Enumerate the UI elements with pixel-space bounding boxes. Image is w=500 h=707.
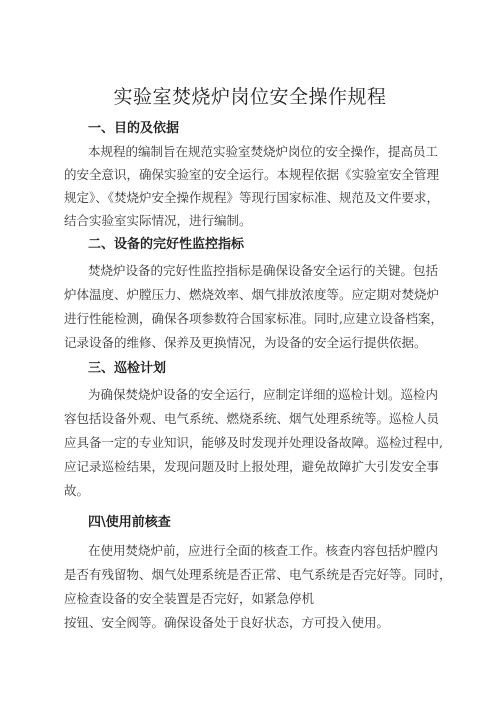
paragraph-line: 结合实验室实际情况，进行编制。 — [64, 213, 252, 228]
paragraph-line: 故。 — [64, 483, 90, 498]
paragraph-line: 应检查设备的安全装置是否完好，如紧急停机 — [64, 591, 315, 606]
paragraph-line: 是否有残留物、烟气处理系统是否正常、电气系统是否完好等。同时， — [64, 567, 452, 582]
section-heading: 二、设备的完好性监控指标 — [88, 237, 245, 252]
paragraph-line: 为确保焚烧炉设备的安全运行，应制定详细的巡检计划。巡检内 — [88, 387, 439, 402]
paragraph-line: 炉体温度、炉膛压力、燃烧效率、烟气排放浓度等。应定期对焚烧炉 — [64, 287, 440, 302]
paragraph-line: 的安全意识，确保实验室的安全运行。本规程依据《实验室安全管理 — [64, 167, 440, 182]
paragraph-line: 按钮、安全阀等。确保设备处于良好状态，方可投入使用。 — [64, 615, 390, 630]
paragraph-line: 容包括设备外观、电气系统、燃烧系统、烟气处理系统等。巡检人员 — [64, 411, 440, 426]
paragraph-line: 应记录巡检结果，发现问题及时上报处理，避免故障扩大引发安全事 — [64, 459, 440, 474]
section-heading: 三、巡检计划 — [88, 361, 167, 376]
section-heading: 一、目的及依据 — [88, 121, 180, 136]
paragraph-line: 在使用焚烧炉前，应进行全面的核查工作。核查内容包括炉膛内 — [88, 543, 439, 558]
document-title: 实验室焚烧炉岗位安全操作规程 — [113, 86, 387, 108]
section-heading: 四\使用前核查 — [88, 515, 171, 530]
paragraph-line: 进行性能检测，确保各项参数符合国家标准。同时,应建立设备档案， — [64, 311, 443, 326]
paragraph-line: 规定》、《焚烧炉安全操作规程》等现行国家标准、规范及文件要求， — [64, 190, 440, 205]
paragraph-line: 应具备一定的专业知识，能够及时发现并处理设备故障。巡检过程中, — [64, 435, 443, 450]
paragraph-line: 焚烧炉设备的完好性监控指标是确保设备安全运行的关键。包括 — [88, 263, 439, 278]
paragraph-line: 记录设备的维修、保养及更换情况，为设备的安全运行提供依据。 — [64, 335, 427, 350]
paragraph-line: 本规程的编制旨在规范实验室焚烧炉岗位的安全操作，提高员工 — [88, 144, 439, 159]
